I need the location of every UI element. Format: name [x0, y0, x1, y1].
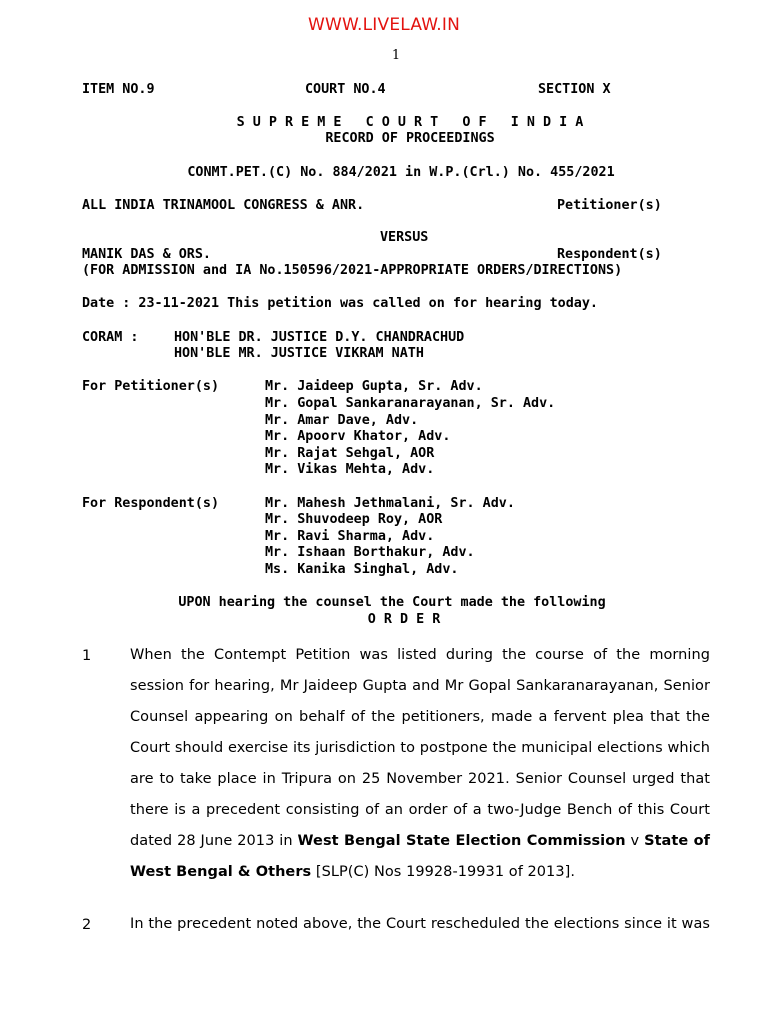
respondent-counsel: Mr. Shuvodeep Roy, AOR: [265, 512, 443, 527]
paragraph-number: 2: [82, 917, 92, 933]
order-title: O R D E R: [367, 612, 441, 627]
respondent-counsel: Mr. Ravi Sharma, Adv.: [265, 529, 435, 544]
versus-label: VERSUS: [380, 230, 429, 245]
petitioner-counsel: Mr. Gopal Sankaranarayanan, Sr. Adv.: [265, 396, 556, 411]
order-paragraph: [130, 640, 710, 888]
coram-label: CORAM :: [82, 330, 139, 345]
for-petitioner-label: For Petitioner(s): [82, 379, 220, 394]
court-number: COURT NO.4: [305, 82, 386, 97]
petitioner-counsel: Mr. Amar Dave, Adv.: [265, 413, 419, 428]
paragraph-text: When the Contempt Petition was listed during the course of the morning session for hearing, Mr Jaideep Gupta and Mr Gopal Sankaranarayanan, Senior Counsel appearing on behalf of the petitioners, made a fervent plea that the Court should exercise its jurisdiction to postpone the municipal elections which are to take place in Tripura on 25 November 2021. Senior Counsel urged that there is a precedent consisting of an order of a two-Judge Bench of this Court dated 28 June 2013 in: [130, 647, 710, 849]
admission-note: (FOR ADMISSION and IA No.150596/2021-APPROPRIATE ORDERS/DIRECTIONS): [82, 263, 623, 278]
case-name-bold: West Bengal State Election Commission: [297, 833, 626, 849]
petitioner-counsel: Mr. Rajat Sehgal, AOR: [265, 446, 435, 461]
case-name-bold: State of West Bengal & Others: [130, 833, 710, 880]
upon-hearing: UPON hearing the counsel the Court made the following: [178, 595, 606, 610]
page-number: 1: [391, 48, 401, 63]
coram-judge: HON'BLE DR. JUSTICE D.Y. CHANDRACHUD: [174, 330, 465, 345]
respondent-name: MANIK DAS & ORS.: [82, 247, 211, 262]
watermark-livelaw: WWW.LIVELAW.IN: [307, 15, 461, 35]
for-respondent-label: For Respondent(s): [82, 496, 220, 511]
paragraph-text: In the precedent noted above, the Court rescheduled the elections since it was: [130, 916, 710, 932]
respondent-counsel: Mr. Mahesh Jethmalani, Sr. Adv.: [265, 496, 515, 511]
coram-judge: HON'BLE MR. JUSTICE VIKRAM NATH: [174, 346, 424, 361]
petitioner-role: Petitioner(s): [557, 198, 662, 213]
item-number: ITEM NO.9: [82, 82, 155, 97]
section: SECTION X: [538, 82, 611, 97]
date-line: Date : 23-11-2021 This petition was called on for hearing today.: [82, 296, 598, 311]
order-paragraph: [130, 909, 710, 940]
respondent-counsel: Ms. Kanika Singhal, Adv.: [265, 562, 459, 577]
court-title: S U P R E M E C O U R T O F I N D I A: [236, 115, 584, 130]
petitioner-counsel: Mr. Apoorv Khator, Adv.: [265, 429, 451, 444]
respondent-role: Respondent(s): [557, 247, 662, 262]
petitioner-counsel: Mr. Vikas Mehta, Adv.: [265, 462, 435, 477]
case-number: CONMT.PET.(C) No. 884/2021 in W.P.(Crl.) No. 455/2021: [187, 165, 615, 180]
paragraph-number: 1: [82, 648, 92, 664]
respondent-counsel: Mr. Ishaan Borthakur, Adv.: [265, 545, 475, 560]
paragraph-text: [SLP(C) Nos 19928-19931 of 2013].: [311, 864, 575, 880]
petitioner-counsel: Mr. Jaideep Gupta, Sr. Adv.: [265, 379, 483, 394]
petitioner-name: ALL INDIA TRINAMOOL CONGRESS & ANR.: [82, 198, 365, 213]
record-title: RECORD OF PROCEEDINGS: [325, 131, 495, 146]
paragraph-text: v: [625, 833, 645, 849]
